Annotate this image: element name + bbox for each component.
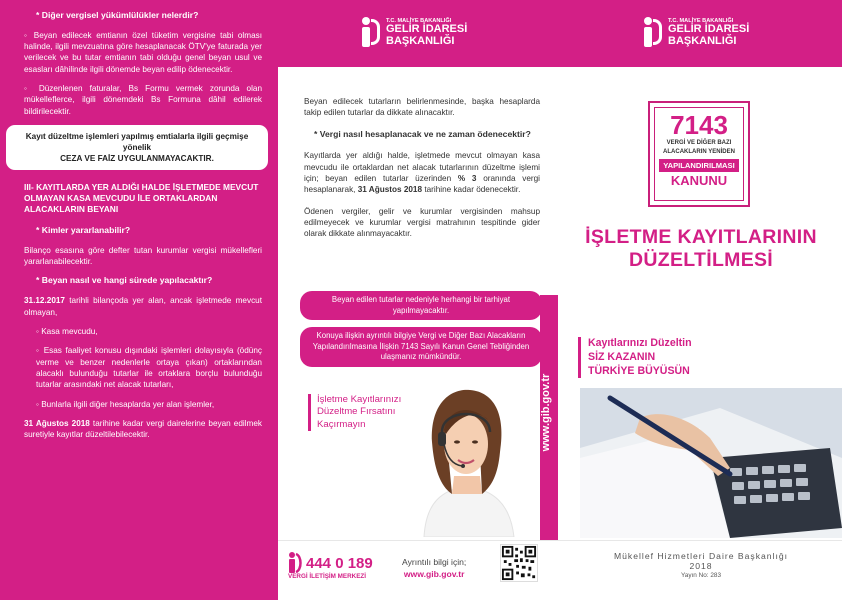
cover-title: İŞLETME KAYITLARININ DÜZELTİLMESİ bbox=[585, 226, 817, 272]
bullet-cash: ◦ Kasa mevcudu, bbox=[36, 326, 98, 336]
paragraph-beneficiaries: Bilanço esasına göre defter tutan kurumlar vergisi mükellefleri yararlanabilecektir. bbox=[24, 245, 262, 267]
publication-number: Yayın No: 283 bbox=[680, 572, 722, 579]
question-tax-calc: * Vergi nasıl hesaplanacak ve ne zaman ödenecektir? bbox=[314, 128, 531, 139]
more-info: Ayrıntılı bilgi için; www.gib.gov.tr bbox=[402, 557, 467, 580]
law-7143-stamp: 7143 VERGİ VE DİĞER BAZI ALACAKLARIN YENİDEN YAPILANDIRILMASI KANUNU bbox=[648, 101, 750, 207]
paragraph-no-deduction: Ödenen vergiler, gelir ve kurumlar vergisinden mahsup edilmeyecek ve kurumlar vergisi matrahının tespitinde gider olarak dikkate alınmayacaktır. bbox=[304, 206, 540, 239]
calculator-hand-photo bbox=[580, 388, 842, 538]
department-name: Mükellef Hizmetleri Daire Başkanlığı bbox=[613, 551, 789, 561]
question-other-obligations: * Diğer vergisel yükümlülükler nelerdir? bbox=[36, 10, 199, 20]
cover-footer bbox=[560, 540, 842, 600]
more-info-link[interactable]: www.gib.gov.tr bbox=[403, 569, 465, 580]
gib-logo-small-icon bbox=[288, 552, 302, 574]
gib-logo: T.C. MALİYE BAKANLIĞI GELİR İDARESİ BAŞKANLIĞI bbox=[360, 17, 467, 49]
gib-logo-cover: T.C. MALİYE BAKANLIĞI GELİR İDARESİ BAŞKANLIĞI bbox=[642, 17, 749, 49]
paragraph-deadline: 31 Ağustos 2018 tarihine kadar vergi dairelerine beyan edilmek suretiyle kayıtlar düzeltilebilecektir. bbox=[24, 418, 262, 440]
bullet-partners: ◦ Esas faaliyet konusu dışındaki işlemleri dolayısıyla (ödünç verme ve benzer nedenlerle ortaya çıkan) ortaklarından alacaklı bulunduğu tutarlar ile ortaklara borçlu bulunduğu tutarlar arasındaki net alacak tutarları, bbox=[36, 346, 262, 390]
call-center-operator-image bbox=[402, 382, 532, 537]
panel-back bbox=[278, 0, 560, 600]
qr-code-icon bbox=[500, 544, 538, 582]
call-center-label: VERGİ İLETİŞİM MERKEZİ bbox=[288, 573, 367, 580]
question-how-when: * Beyan nasıl ve hangi sürede yapılacaktır? bbox=[36, 275, 213, 286]
law-number: 7143 bbox=[670, 110, 728, 140]
pill-more-info: Konuya ilişkin ayrıntılı bilgiye Vergi ve Diğer Bazı Alacakların Yapılandırılmasına İlişkin 7143 Sayılı Kanun Genel Tebliğinden ulaşmanız mümkündür. bbox=[300, 327, 542, 367]
pill-no-assessment: Beyan edilen tutarlar nedeniyle herhangi bir tarhiyat yapılmayacaktır. bbox=[300, 291, 542, 320]
bullet-other-accounts: ◦ Bunlarla ilgili diğer hesaplarda yer alan işlemler, bbox=[36, 399, 215, 409]
gib-logo-cover-icon bbox=[642, 17, 664, 49]
paragraph-other-accounts: Beyan edilecek tutarların belirlenmesinde, başka hesaplarda takip edilen tutarlar da dikkate alınacaktır. bbox=[304, 97, 540, 118]
publication-year: 2018 bbox=[689, 561, 713, 571]
paragraph-tax-rate: Kayıtlarda yer aldığı halde, işletmede mevcut olmayan kasa mevcudu ile ortaklardan net alacak tutarlarının düzeltme işlemi için; beyan edilen tutarlar üzerinden % 3 oranında vergi hesaplanarak, 31 Ağustos 2018 tarihine kadar ödenecektir. bbox=[304, 151, 541, 195]
side-url-link[interactable]: www.gib.gov.tr bbox=[540, 373, 552, 452]
paragraph-balance-date: 31.12.2017 tarihli bilançoda yer alan, ancak işletmede mevcut olmayan, bbox=[24, 296, 262, 317]
gib-logo-icon bbox=[360, 17, 382, 49]
bullet-bs-form: ◦ Düzenlenen faturalar, Bs Formu vermek zorunda olan mükelleflerce, ilgili dönemdeki Bs Formuna dâhil edilerek bildirilecektir. bbox=[24, 84, 263, 116]
call-center bbox=[288, 552, 373, 574]
cover-slogan: Kayıtlarınızı Düzeltin SİZ KAZANIN TÜRKİYE BÜYÜSÜN bbox=[578, 337, 692, 378]
panel-inner-left bbox=[0, 0, 278, 600]
tagline-box: İşletme Kayıtlarınızı Düzeltme Fırsatını Kaçırmayın bbox=[308, 394, 412, 431]
call-center-number[interactable]: 444 0 189 bbox=[306, 554, 373, 572]
note-box-no-penalty: Kayıt düzeltme işlemleri yapılmış emtialarla ilgili geçmişe yönelik CEZA VE FAİZ UYGULANMAYACAKTIR. bbox=[6, 125, 268, 170]
back-body bbox=[304, 96, 540, 250]
question-who-can-benefit: * Kimler yararlanabilir? bbox=[36, 225, 131, 235]
panel-cover bbox=[560, 0, 842, 600]
bullet-otv: ◦ Beyan edilecek emtianın özel tüketim vergisine tabi olması halinde, ilgili mevzuatına göre hesaplanacak ÖTV'ye faturada yer verilecek ve bu tutar emtianın tabi olduğu genel beyan usul ve esasları dâhilinde ilgili dönemde beyan edilip ödenecektir. bbox=[24, 30, 262, 74]
section-heading-cash: III- KAYITLARDA YER ALDIĞI HALDE İŞLETMEDE MEVCUT OLMAYAN KASA MEVCUDU İLE ORTAKLARDAN ALACAKLARIN BEYANI bbox=[24, 182, 259, 215]
